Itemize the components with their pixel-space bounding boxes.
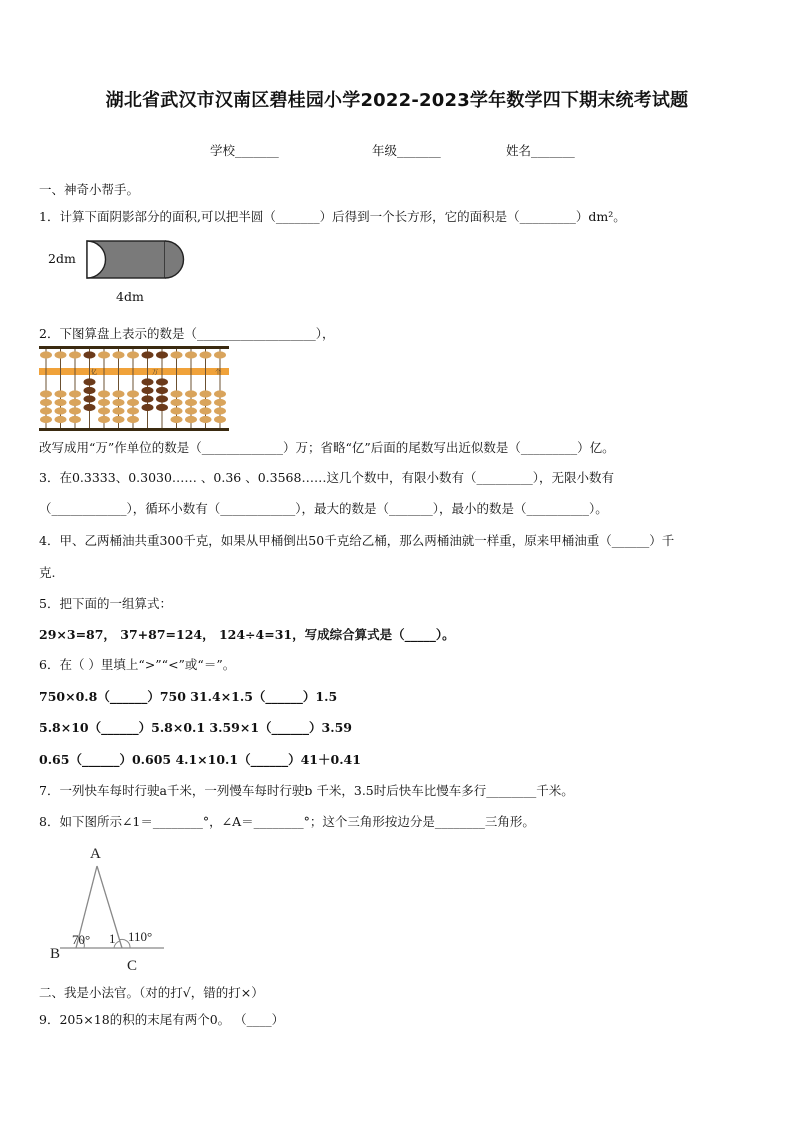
abacus-lower-bead [171, 399, 183, 406]
abacus-upper-bead [98, 351, 110, 358]
abacus-upper-bead [142, 351, 154, 358]
abacus-lower-bead [214, 390, 226, 397]
abacus-lower-bead [40, 399, 52, 406]
abacus-lower-bead [69, 407, 81, 414]
question-2-part-2: 改写成用“万”作单位的数是（_____________）万；省略“亿”后面的尾数写出近似数是（_________）亿。 [39, 440, 615, 455]
angle-1-label: 1 [109, 931, 116, 946]
abacus-lower-bead [200, 390, 212, 397]
abacus-lower-bead [214, 399, 226, 406]
question-2: 2．下图算盘上表示的数是（___________________）， [39, 326, 335, 341]
abacus-lower-bead [55, 399, 67, 406]
abacus-lower-bead [156, 387, 168, 394]
abacus-lower-bead [55, 390, 67, 397]
abacus-upper-bead [127, 351, 139, 358]
abacus-upper-bead [40, 351, 52, 358]
abacus-lower-bead [84, 404, 96, 411]
abacus-lower-bead [185, 399, 197, 406]
abacus-lower-bead [69, 390, 81, 397]
q1-width-label: 4dm [116, 289, 144, 304]
name-field: 姓名_______ [506, 143, 575, 158]
abacus-upper-bead [69, 351, 81, 358]
abacus-lower-bead [40, 416, 52, 423]
abacus-lower-bead [200, 399, 212, 406]
q1-height-label: 2dm [48, 251, 76, 266]
question-6-row-3: 0.65（______）0.605 4.1×10.1（______）41＋0.41 [39, 752, 361, 767]
question-5-line-1: 5．把下面的一组算式： [39, 596, 172, 611]
abacus-lower-bead [84, 395, 96, 402]
abacus-lower-bead [69, 399, 81, 406]
abacus-lower-bead [214, 416, 226, 423]
abacus-lower-bead [200, 407, 212, 414]
abacus-upper-bead [55, 351, 67, 358]
question-3-line-2: （____________），循环小数有（____________），最大的数是（_______），最小的数是（__________）。 [39, 501, 608, 516]
vertex-c-label: C [127, 958, 138, 974]
section-1-heading: 一、神奇小帮手。 [39, 182, 140, 197]
abacus-upper-bead [84, 351, 96, 358]
vertex-a-label: A [90, 846, 101, 862]
question-6-row-1: 750×0.8（______）750 31.4×1.5（______）1.5 [39, 689, 338, 704]
question-6-row-2: 5.8×10（______）5.8×0.1 3.59×1（______）3.59 [39, 720, 352, 735]
exterior-angle-label: 110° [128, 929, 153, 944]
abacus-lower-bead [185, 390, 197, 397]
abacus-lower-bead [142, 387, 154, 394]
question-7: 7．一列快车每时行驶a千米，一列慢车每时行驶b 千米，3.5时后快车比慢车多行________千米。 [39, 783, 574, 798]
abacus-lower-bead [127, 416, 139, 423]
question-9: 9．205×18的积的末尾有两个0。 （____） [39, 1012, 285, 1027]
abacus-lower-bead [185, 416, 197, 423]
abacus-lower-bead [156, 395, 168, 402]
q1-shaded-figure [86, 240, 186, 280]
abacus-upper-bead [214, 351, 226, 358]
q8-triangle-figure [40, 838, 180, 978]
abacus-lower-bead [40, 390, 52, 397]
question-3-line-1: 3．在0.3333、0.3030…… 、0.36 、0.3568……这几个数中，有限小数有（_________），无限小数有 [39, 470, 614, 485]
abacus-lower-bead [113, 416, 125, 423]
abacus-lower-bead [55, 407, 67, 414]
abacus-lower-bead [55, 416, 67, 423]
abacus-lower-bead [142, 378, 154, 385]
abacus-figure [38, 344, 232, 432]
abacus-lower-bead [171, 416, 183, 423]
abacus-lower-bead [142, 404, 154, 411]
abacus-label-ge: 个 [215, 370, 222, 376]
abacus-lower-bead [127, 390, 139, 397]
abacus-lower-bead [156, 378, 168, 385]
abacus-lower-bead [98, 407, 110, 414]
question-8: 8．如下图所示∠1＝________°，∠A＝________°；这个三角形按边分是________三角形。 [39, 814, 535, 829]
abacus-upper-bead [156, 351, 168, 358]
abacus-label-yi: 亿 [91, 370, 98, 376]
abacus-lower-bead [113, 399, 125, 406]
abacus-lower-bead [171, 390, 183, 397]
abacus-lower-bead [214, 407, 226, 414]
school-field: 学校_______ [210, 143, 279, 158]
abacus-upper-bead [185, 351, 197, 358]
abacus-lower-bead [156, 404, 168, 411]
abacus-upper-bead [113, 351, 125, 358]
angle-b-label: 70° [72, 932, 91, 947]
abacus-lower-bead [98, 399, 110, 406]
abacus-label-wan: 万 [152, 370, 159, 376]
abacus-lower-bead [171, 407, 183, 414]
abacus-lower-bead [98, 416, 110, 423]
question-4-line-2: 克. [39, 565, 56, 580]
abacus-lower-bead [98, 390, 110, 397]
abacus-lower-bead [69, 416, 81, 423]
section-2-heading: 二、我是小法官。（对的打√，错的打×） [39, 985, 264, 1000]
vertex-b-label: B [50, 946, 61, 962]
abacus-lower-bead [84, 378, 96, 385]
question-5-line-2: 29×3=87， 37+87=124， 124÷4=31，写成综合算式是（_____）。 [39, 627, 455, 642]
abacus-lower-bead [40, 407, 52, 414]
abacus-lower-bead [113, 390, 125, 397]
abacus-lower-bead [113, 407, 125, 414]
abacus-lower-bead [84, 387, 96, 394]
abacus-lower-bead [142, 395, 154, 402]
grade-field: 年级_______ [372, 143, 441, 158]
abacus-upper-bead [171, 351, 183, 358]
abacus-lower-bead [127, 399, 139, 406]
page-title: 湖北省武汉市汉南区碧桂园小学2022-2023学年数学四下期末统考试题 [105, 90, 689, 111]
question-4-line-1: 4．甲、乙两桶油共重300千克，如果从甲桶倒出50千克给乙桶，那么两桶油就一样重，原来甲桶油重（______）千 [39, 533, 675, 548]
abacus-lower-bead [127, 407, 139, 414]
abacus-lower-bead [185, 407, 197, 414]
abacus-lower-bead [200, 416, 212, 423]
abacus-upper-bead [200, 351, 212, 358]
question-6-intro: 6．在（ ）里填上“>”“<”或“＝”。 [39, 657, 236, 672]
question-1: 1．计算下面阴影部分的面积,可以把半圆（_______）后得到一个长方形，它的面积是（_________）dm²。 [39, 209, 626, 224]
